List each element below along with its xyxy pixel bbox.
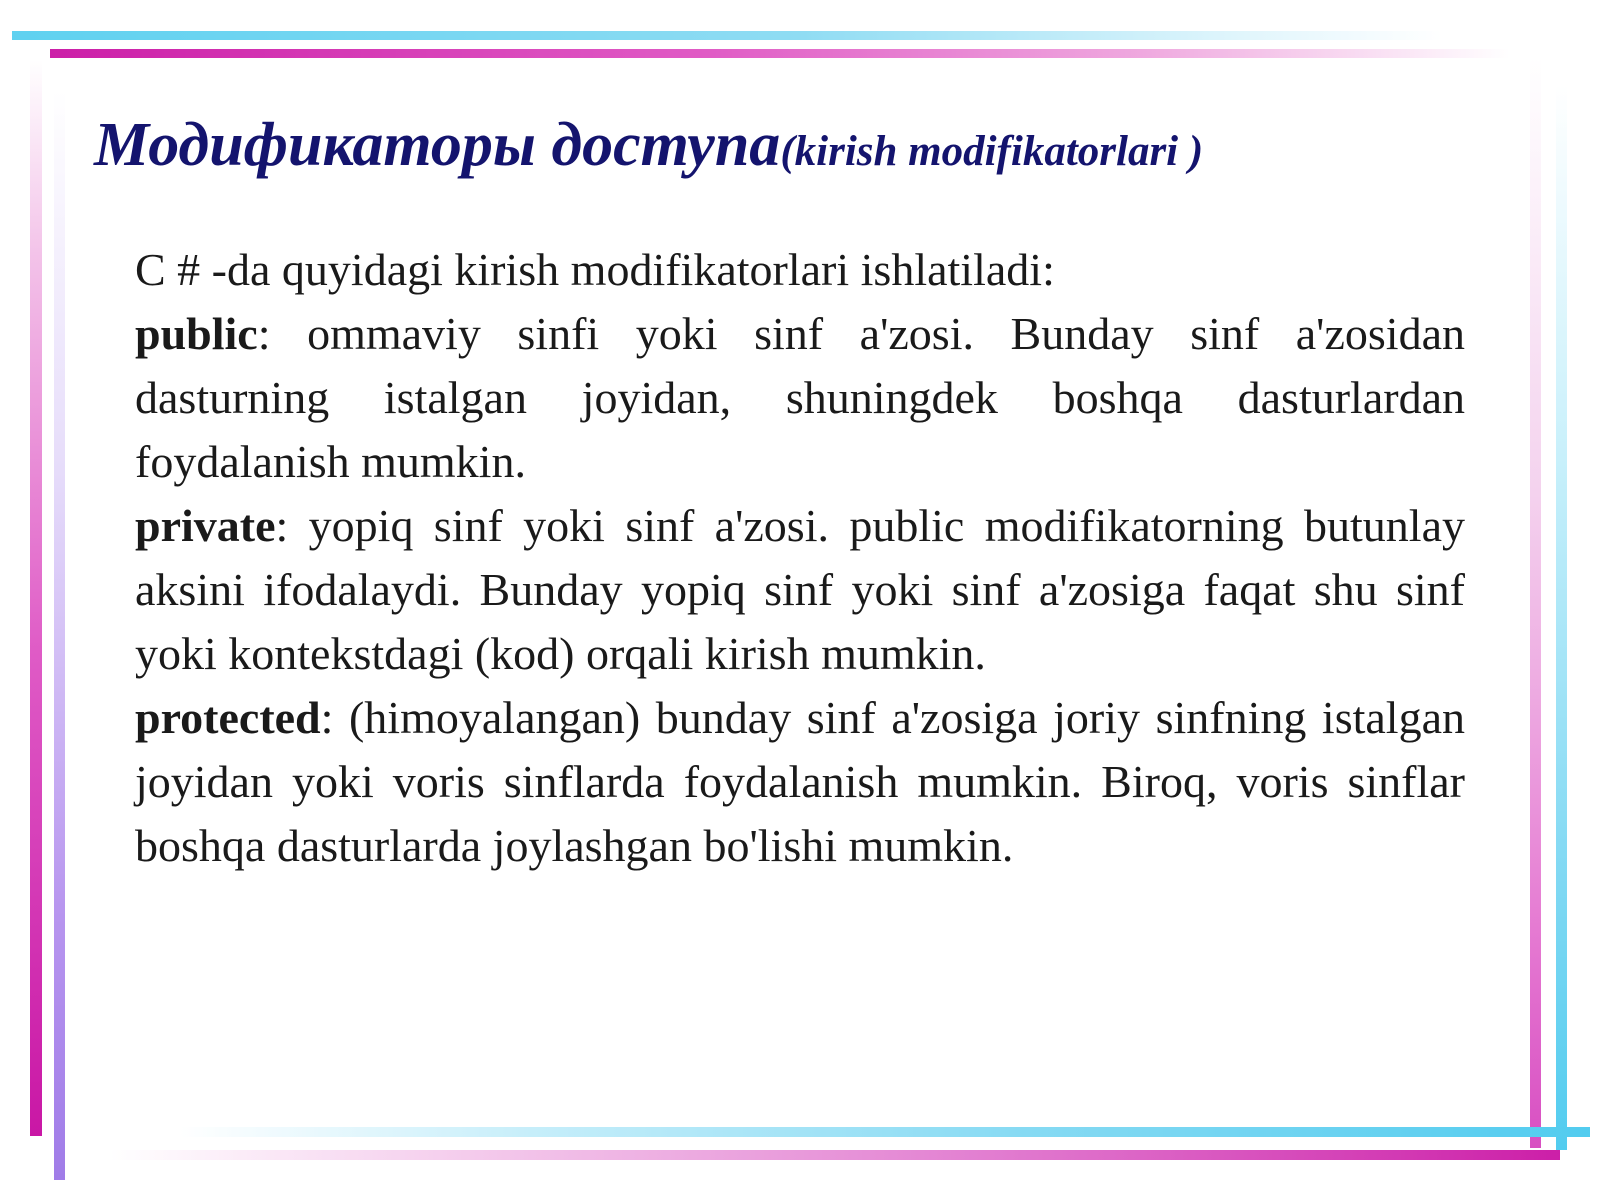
public-description: : ommaviy sinfi yoki sinf a'zosi. Bunday sinf a'zosidan dasturning istalgan joyidan, shuningdek boshqa dasturlardan foydalanish mumkin.	[135, 308, 1465, 487]
right-pink-bar	[1530, 58, 1541, 1148]
slide-title-sub: (kirish modifikatorlari )	[780, 128, 1204, 175]
left-violet-bar	[54, 90, 65, 1180]
top-magenta-bar	[50, 49, 1510, 58]
protected-term: protected	[135, 692, 321, 743]
right-cyan-bar	[1556, 85, 1567, 1150]
bottom-magenta-bar	[110, 1150, 1560, 1160]
private-description: : yopiq sinf yoki sinf a'zosi. public modifikatorning butunlay aksini ifodalaydi. Bunday yopiq sinf yoki sinf a'zosiga faqat shu sinf yoki kontekstdagi (kod) orqali kirish mumkin.	[135, 500, 1465, 679]
bottom-cyan-bar	[180, 1127, 1590, 1137]
private-term: private	[135, 500, 276, 551]
slide-body	[135, 238, 1465, 878]
top-cyan-bar	[12, 31, 1442, 40]
left-magenta-bar	[30, 60, 42, 1136]
private-paragraph	[135, 494, 1465, 686]
intro-paragraph: C # -da quyidagi kirish modifikatorlari ishlatiladi:	[135, 244, 1055, 295]
slide-title-main: Модификаторы доступа	[94, 111, 781, 179]
public-term: public	[135, 308, 258, 359]
public-paragraph	[135, 302, 1465, 494]
slide-title	[94, 108, 1203, 182]
protected-paragraph	[135, 686, 1465, 878]
protected-description: : (himoyalangan) bunday sinf a'zosiga joriy sinfning istalgan joyidan yoki voris sinflarda foydalanish mumkin. Biroq, voris sinflar boshqa dasturlarda joylashgan bo'lishi mumkin.	[135, 692, 1465, 871]
